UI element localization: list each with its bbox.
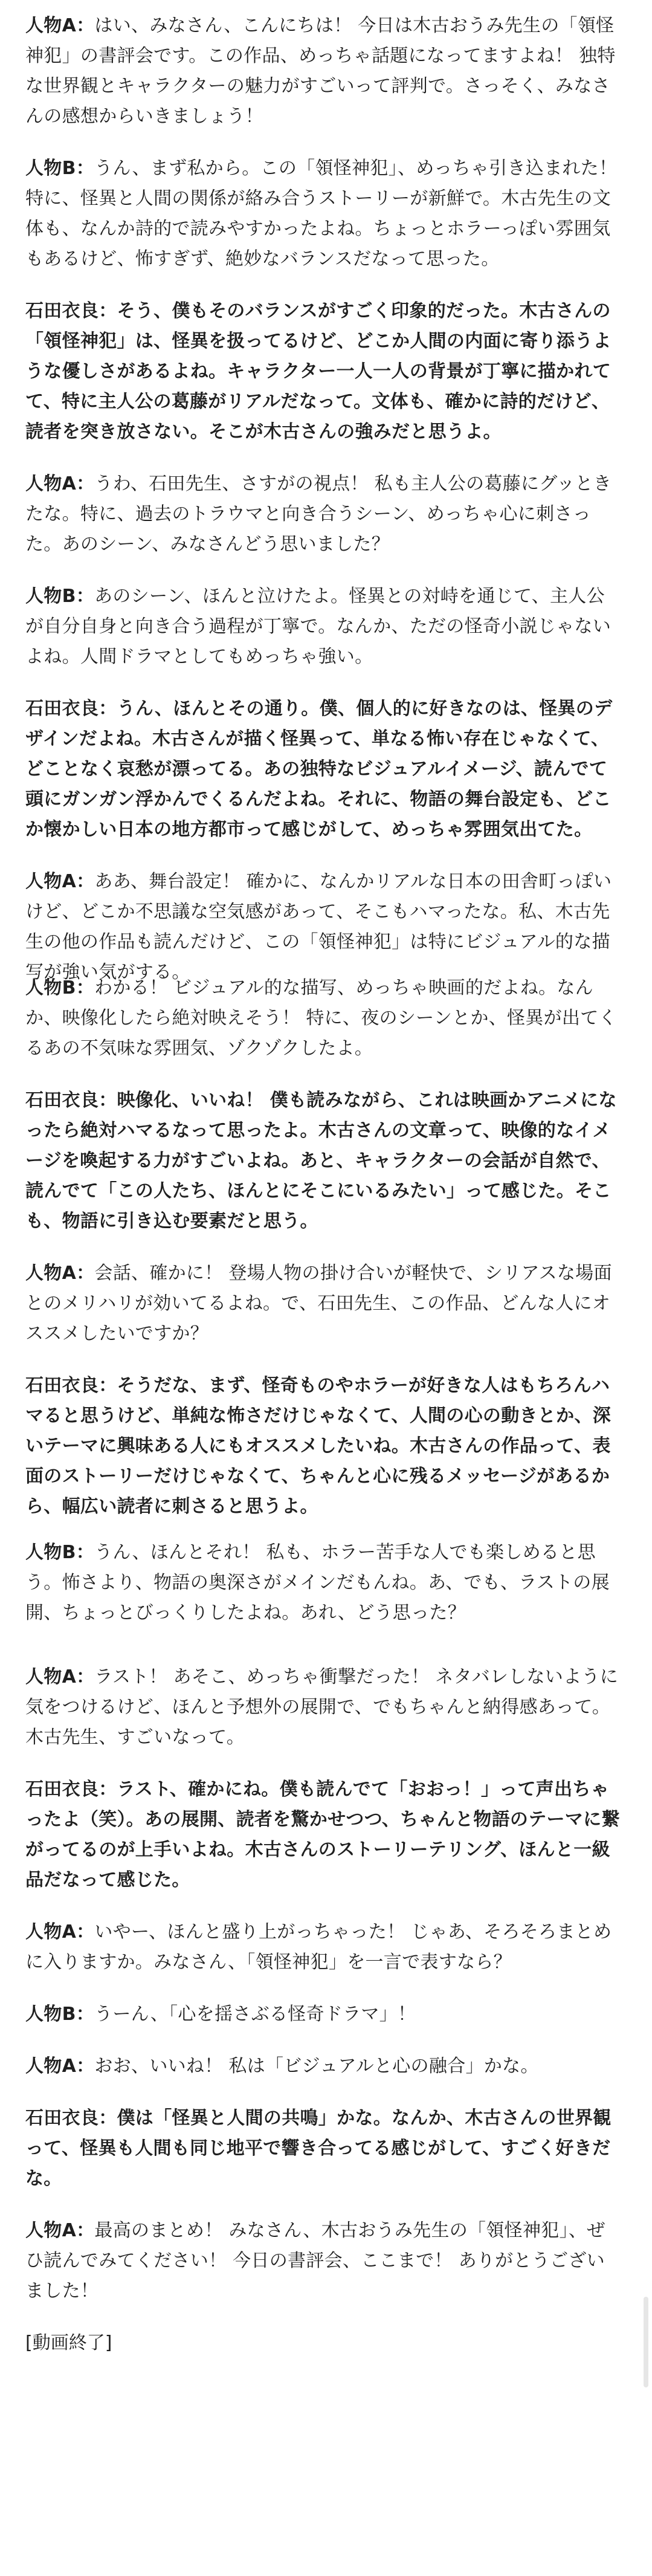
dialogue-paragraph — [25, 581, 622, 672]
speaker-label: 人物A： — [25, 871, 95, 892]
dialogue-paragraph — [25, 1371, 622, 1522]
transcript-block-1 — [25, 11, 622, 845]
dialogue-paragraph — [25, 1999, 622, 2030]
dialogue-text: おお、いいね！ 私は「ビジュアルと心の融合」かな。 — [94, 2056, 539, 2077]
speaker-label: 人物A： — [25, 1666, 95, 1688]
dialogue-text: そうだな、まず、怪奇ものやホラーが好きな人はもちろんハマると思うけど、単純な怖さだけじゃなくて、人間の心の動きとか、深いテーマに興味ある人にもオススメしたいね。木古さんの作品って、表面のストーリーだけじゃなくて、ちゃんと心に残るメッセージがあるから、幅広い読者に刺さると思うよ。 — [25, 1375, 611, 1517]
dialogue-text: うん、ほんとそれ！ 私も、ホラー苦手な人でも楽しめると思う。怖さより、物語の奥深さがメインだもんね。あ、でも、ラストの展開、ちょっとびっくりしたよね。あれ、どう思った？ — [25, 1542, 610, 1623]
dialogue-paragraph — [25, 296, 622, 447]
dialogue-text: いやー、ほんと盛り上がっちゃった！ じゃあ、そろそろまとめに入りますか。みなさん、「領怪神犯」を一言で表すなら？ — [25, 1921, 612, 1973]
speaker-label: 人物A： — [25, 2056, 95, 2077]
dialogue-text: うん、まず私から。この「領怪神犯」、めっちゃ引き込まれた！ 特に、怪異と人間の関係が絡み合うストーリーが新鮮で。木古先生の文体も、なんか詩的で読みやすかったよね。ちょっとホラーっぽい雰囲気もあるけど、怖すぎず、絶妙なバランスだなって思った。 — [25, 158, 618, 270]
clipped-paragraph-bottom — [25, 867, 622, 983]
speaker-label: 人物A： — [25, 15, 95, 36]
dialogue-paragraph — [25, 1258, 622, 1349]
scroll-indicator[interactable] — [644, 2297, 648, 2387]
speaker-label: 人物B： — [25, 2004, 95, 2025]
speaker-label: 人物B： — [25, 158, 95, 179]
dialogue-paragraph — [25, 11, 622, 132]
dialogue-text: 会話、確かに！ 登場人物の掛け合いが軽快で、シリアスな場面とのメリハリが効いてるよね。で、石田先生、この作品、どんな人にオススメしたいですか？ — [25, 1263, 612, 1344]
speaker-label: 人物B： — [25, 977, 95, 998]
speaker-label: 石田衣良： — [25, 1090, 117, 1111]
dialogue-paragraph — [25, 154, 622, 274]
dialogue-text: あのシーン、ほんと泣けたよ。怪異との対峙を通じて、主人公が自分自身と向き合う過程が丁寧で。なんか、ただの怪奇小説じゃないよね。人間ドラマとしてもめっちゃ強い。 — [25, 586, 611, 667]
video-end-note: [動画終了] — [25, 2332, 112, 2354]
speaker-label: 人物A： — [25, 2220, 95, 2241]
dialogue-paragraph — [25, 1662, 622, 1753]
speaker-label: 人物A： — [25, 473, 95, 494]
dialogue-text: はい、みなさん、こんにちは！ 今日は木古おうみ先生の「領怪神犯」の書評会です。この作品、めっちゃ話題になってますよね！ 独特な世界観とキャラクターの魅力がすごいって評判で。さっそく、みなさんの感想からいきましょう！ — [25, 15, 616, 127]
speaker-label: 石田衣良： — [25, 1779, 117, 1800]
dialogue-paragraph — [25, 2103, 622, 2194]
transcript-block-3 — [25, 1662, 622, 2306]
speaker-label: 人物A： — [25, 1263, 95, 1284]
transcript-block-2 — [25, 973, 622, 1522]
dialogue-paragraph — [25, 469, 622, 560]
dialogue-text: ラスト、確かにね。僕も読んでて「おおっ！」って声出ちゃったよ（笑）。あの展開、読者を驚かせつつ、ちゃんと物語のテーマに繋がってるのが上手いよね。木古さんのストーリーテリング、ほんと一級品だなって感じた。 — [25, 1779, 620, 1891]
dialogue-paragraph — [25, 694, 622, 845]
clipped-paragraph-top — [25, 1544, 622, 1640]
dialogue-text: そう、僕もそのバランスがすごく印象的だった。木古さんの「領怪神犯」は、怪異を扱ってるけど、どこか人間の内面に寄り添うような優しさがあるよね。キャラクター一人一人の背景が丁寧に描かれてて、特に主人公の葛藤がリアルだなって。文体も、確かに詩的だけど、読者を突き放さない。そこが木古さんの強みだと思うよ。 — [25, 300, 612, 442]
speaker-label: 人物A： — [25, 1921, 95, 1943]
dialogue-paragraph — [25, 1086, 622, 1237]
dialogue-text: うーん、「心を揺さぶる怪奇ドラマ」！ — [94, 2004, 416, 2025]
speaker-label: 人物B： — [25, 586, 95, 607]
dialogue-paragraph — [25, 1917, 622, 1978]
dialogue-text: うん、ほんとその通り。僕、個人的に好きなのは、怪異のデザインだよね。木古さんが描く怪異って、単なる怖い存在じゃなくて、どことなく哀愁が漂ってる。あの独特なビジュアルイメージ、読んでて頭にガンガン浮かんでくるんだよね。それに、物語の舞台設定も、どこか懐かしい日本の地方都市って感じがして、めっちゃ雰囲気出てた。 — [25, 698, 613, 840]
dialogue-paragraph — [25, 2051, 622, 2082]
dialogue-paragraph — [25, 2216, 622, 2306]
speaker-label: 石田衣良： — [25, 698, 117, 719]
speaker-label: 人物B： — [25, 1542, 95, 1563]
dialogue-text: ラスト！ あそこ、めっちゃ衝撃だった！ ネタバレしないように気をつけるけど、ほんと予想外の展開で、でもちゃんと納得感あって。木古先生、すごいなって。 — [25, 1666, 618, 1748]
dialogue-paragraph — [25, 1775, 622, 1895]
dialogue-paragraph — [25, 867, 622, 988]
dialogue-text: 僕は「怪異と人間の共鳴」かな。なんか、木古さんの世界観って、怪異も人間も同じ地平で響き合ってる感じがして、すごく好きだな。 — [25, 2108, 612, 2189]
dialogue-paragraph — [25, 1538, 622, 1628]
dialogue-text: わかる！ ビジュアル的な描写、めっちゃ映画的だよね。なんか、映像化したら絶対映えそう！ 特に、夜のシーンとか、怪異が出てくるあの不気味な雰囲気、ゾクゾクしたよ。 — [25, 977, 617, 1059]
dialogue-text: うわ、石田先生、さすがの視点！ 私も主人公の葛藤にグッときたな。特に、過去のトラウマと向き合うシーン、めっちゃ心に刺さった。あのシーン、みなさんどう思いました？ — [25, 473, 612, 555]
speaker-label: 石田衣良： — [25, 1375, 117, 1396]
speaker-label: 石田衣良： — [25, 300, 117, 322]
dialogue-text: 最高のまとめ！ みなさん、木古おうみ先生の「領怪神犯」、ぜひ読んでみてください！ 今日の書評会、ここまで！ ありがとうございました！ — [25, 2220, 605, 2302]
dialogue-text: 映像化、いいね！ 僕も読みながら、これは映画かアニメになったら絶対ハマるなって思ったよ。木古さんの文章って、映像的なイメージを喚起する力がすごいよね。あと、キャラクターの会話が自然で、読んでて「この人たち、ほんとにそこにいるみたい」って感じた。そこも、物語に引き込む要素だと思う。 — [25, 1090, 617, 1232]
speaker-label: 石田衣良： — [25, 2108, 117, 2129]
dialogue-text: ああ、舞台設定！ 確かに、なんかリアルな日本の田舎町っぽいけど、どこか不思議な空気感があって、そこもハマったな。私、木古先生の他の作品も読んだけど、この「領怪神犯」は特にビジュアル的な描写が強い気がする。 — [25, 871, 612, 983]
